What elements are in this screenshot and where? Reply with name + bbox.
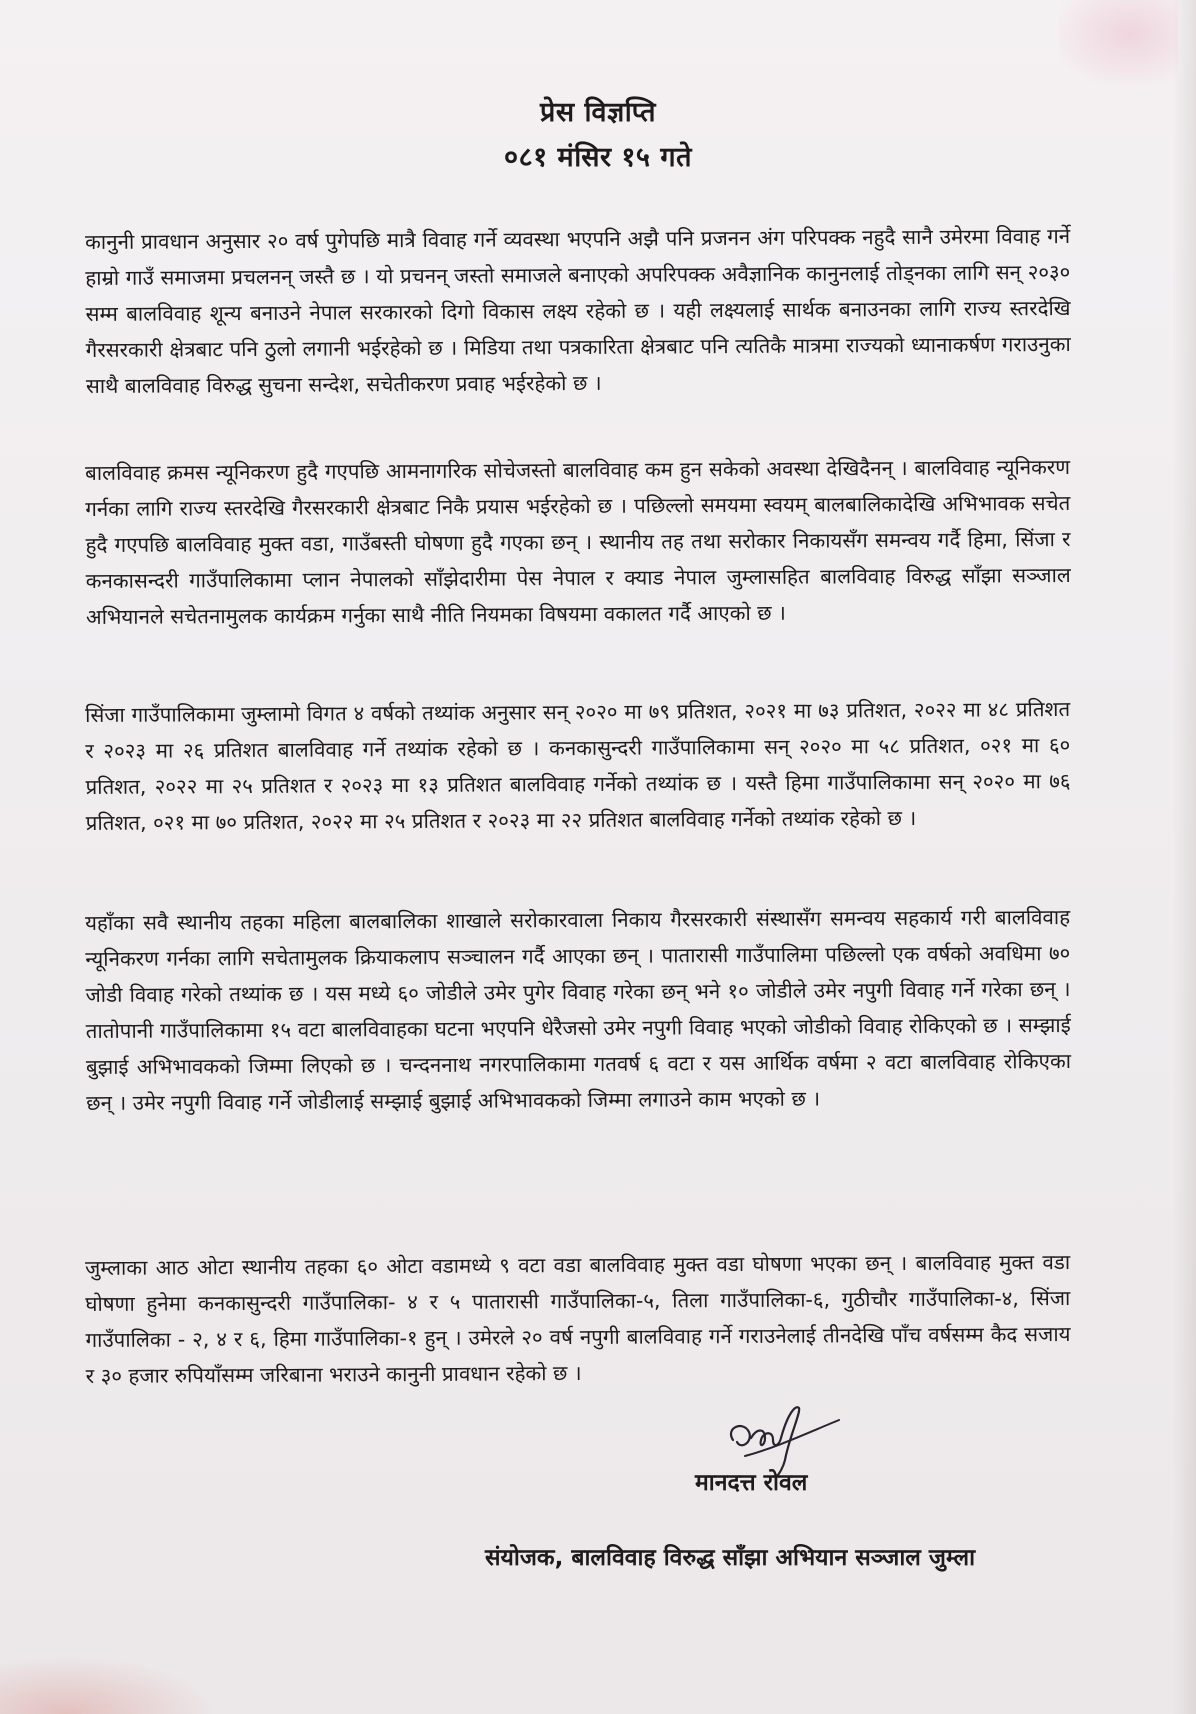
paper-edge-shadow: [1172, 0, 1196, 1714]
paragraph-2: बालविवाह क्रमस न्यूनिकरण हुदै गएपछि आमनागरिक सोचेजस्तो बालविवाह कम हुन सकेको अवस्था देखिदैनन् । बालविवाह न्यूनिकरण गर्नका लागि राज्य स्तरदेखि गैरसरकारी क्षेत्रबाट निकै प्रयास भईरहेको छ । पछिल्लो समयमा स्वयम् बालबालिकादेखि अभिभावक सचेत हुदै गएपछि बालविवाह मुक्त वडा, गाउँबस्ती घोषणा हुदै गएका छन् । स्थानीय तह तथा सरोकार निकायसँग समन्वय गर्दै हिमा, सिंजा र कनकासन्दरी गाउँपालिकामा प्लान नेपालको साँझेदारीमा पेस नेपाल र क्याड नेपाल जुम्लासहित बालविवाह विरुद्ध साँझा सञ्जाल अभियानले सचेतनामुलक कार्यक्रम गर्नुका साथै नीति नियमका विषयमा वकालत गर्दै आएको छ ।: [85, 454, 1071, 629]
handwritten-signature: [715, 1398, 845, 1478]
document-title: प्रेस विज्ञप्ति: [539, 97, 657, 128]
paragraph-5: जुम्लाका आठ ओटा स्थानीय तहका ६० ओटा वडामध्ये ९ वटा वडा बालविवाह मुक्त वडा घोषणा भएका छन् । बालविवाह मुक्त वडा घोषणा हुनेमा कनकासुन्दरी गाउँपालिका- ४ र ५ पातारासी गाउँपालिका-५, तिला गाउँपालिका-६, गुठीचौर गाउँपालिका-४, सिंजा गाउँपालिका - २, ४ र ६, हिमा गाउँपालिका-१ हुन् । उमेरले २० वर्ष नपुगी बालविवाह गर्ने गराउनेलाई तीनदेखि पाँच वर्षसम्म कैद सजाय र ३० हजार रुपियाँसम्म जरिबाना भराउने कानुनी प्रावधान रहेको छ ।: [85, 1249, 1071, 1388]
paragraph-1: कानुनी प्रावधान अनुसार २० वर्ष पुगेपछि मात्रै विवाह गर्ने व्यवस्था भएपनि अझै पनि प्रजनन अंग परिपक्क नहुदै सानै उमेरमा विवाह गर्ने हाम्रो गाउँ समाजमा प्रचलनन् जस्तै छ । यो प्रचनन् जस्तो समाजले बनाएको अपरिपक्क अवैज्ञानिक कानुनलाई तोड्नका लागि सन् २०३० सम्म बालविवाह शून्य बनाउने नेपाल सरकारको दिगो विकास लक्ष्य रहेको छ । यही लक्ष्यलाई सार्थक बनाउनका लागि राज्य स्तरदेखि गैरसरकारी क्षेत्रबाट पनि ठुलो लगानी भईरहेको छ । मिडिया तथा पत्रकारिता क्षेत्रबाट पनि त्यतिकै मात्रमा राज्यको ध्यानाकर्षण गराउनुका साथै बालविवाह विरुद्ध सुचना सन्देश, सचेतीकरण प्रवाह भईरहेको छ ।: [85, 223, 1071, 398]
paragraph-3: सिंजा गाउँपालिकामा जुम्लामो विगत ४ वर्षको तथ्यांक अनुसार सन् २०२० मा ७९ प्रतिशत, २०२१ मा ७३ प्रतिशत, २०२२ मा ४८ प्रतिशत र २०२३ मा २६ प्रतिशत बालविवाह गर्ने तथ्यांक रहेको छ । कनकासुन्दरी गाउँपालिकामा सन् २०२० मा ५८ प्रतिशत, ०२१ मा ६० प्रतिशत, २०२२ मा २५ प्रतिशत र २०२३ मा १३ प्रतिशत बालविवाह गर्नेको तथ्यांक छ । यस्तै हिमा गाउँपालिकामा सन् २०२० मा ७६ प्रतिशत, ०२१ मा ७० प्रतिशत, २०२२ मा २५ प्रतिशत र २०२३ मा २२ प्रतिशत बालविवाह गर्नेको तथ्यांक रहेको छ ।: [85, 696, 1071, 835]
paper-corner-stain: [1058, 0, 1178, 85]
paper-bottom-stain: [0, 1654, 220, 1714]
paragraph-4: यहाँका सवै स्थानीय तहका महिला बालबालिका शाखाले सरोकारवाला निकाय गैरसरकारी संस्थासँग समन्वय सहकार्य गरी बालविवाह न्यूनिकरण गर्नका लागि सचेतामुलक क्रियाकलाप सञ्चालन गर्दै आएका छन् । पातारासी गाउँपालिमा पछिल्लो एक वर्षको अवधिमा ७० जोडी विवाह गरेको तथ्यांक छ । यस मध्ये ६० जोडीले उमेर पुगेर विवाह गरेका छन् भने १० जोडीले उमेर नपुगी विवाह गर्ने गरेका छन् । तातोपानी गाउँपालिकामा १५ वटा बालविवाहका घटना भएपनि धेरैजसो उमेर नपुगी विवाह भएको जोडीको विवाह रोकिएको छ । सम्झाई बुझाई अभिभावकको जिम्मा लिएको छ । चन्दननाथ नगरपालिकामा गतवर्ष ६ वटा र यस आर्थिक वर्षमा २ वटा बालविवाह रोकिएका छन् । उमेर नपुगी विवाह गर्ने जोडीलाई सम्झाई बुझाई अभिभावकको जिम्मा लगाउने काम भएको छ ।: [85, 904, 1072, 1115]
document-date: ०८१ मंसिर १५ गते: [504, 142, 692, 173]
signatory-title: संयोजक, बालविवाह विरुद्ध साँझा अभियान सञ्जाल जुम्ला: [485, 1545, 976, 1571]
signatory-name: मानदत्त रोवल: [695, 1470, 808, 1496]
